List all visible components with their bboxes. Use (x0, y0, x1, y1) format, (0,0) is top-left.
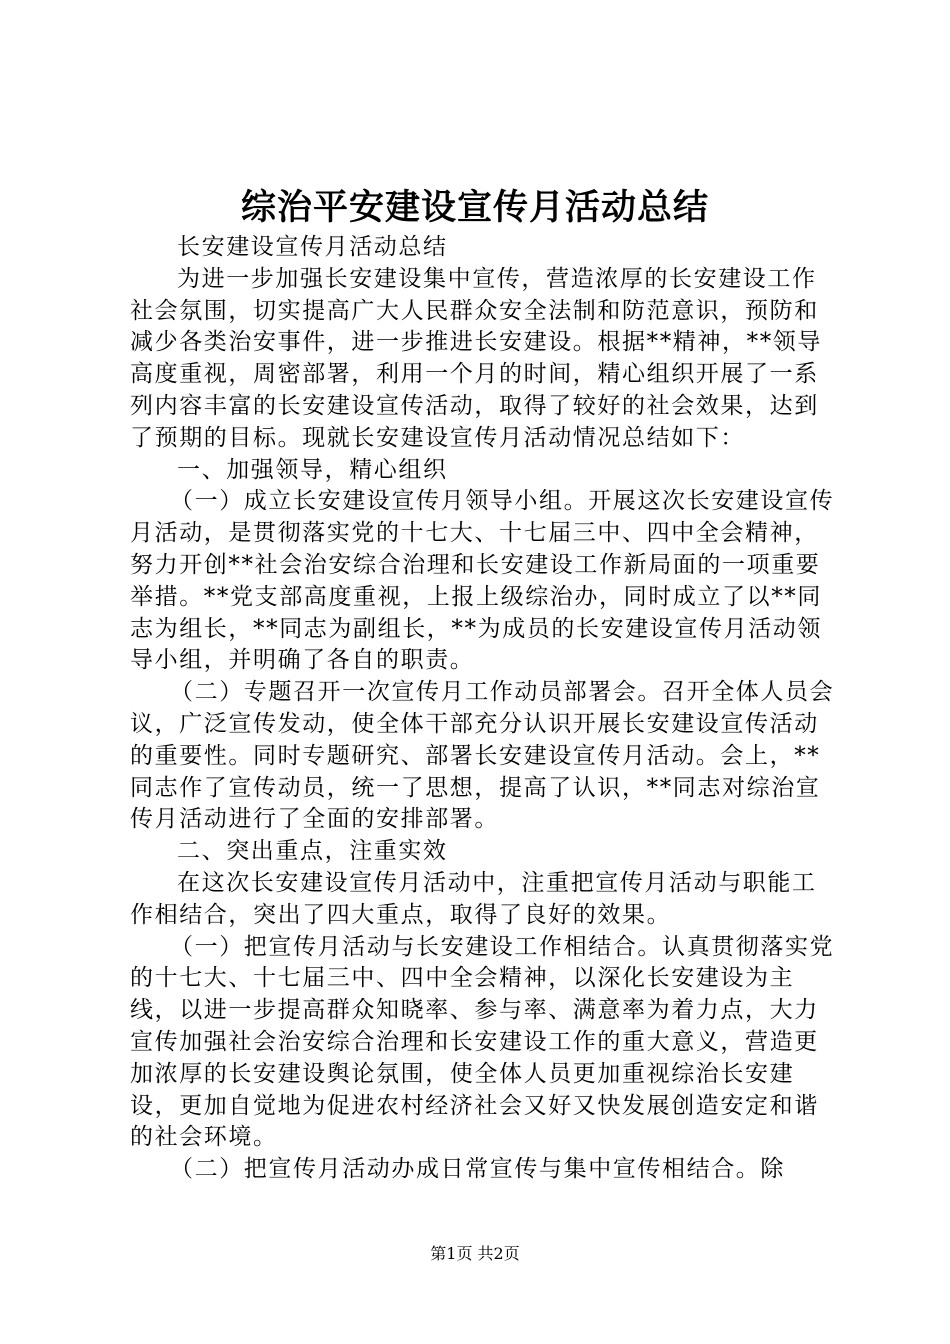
subtitle-paragraph: 长安建设宣传月活动总结 (177, 234, 448, 260)
subsection-paragraph-1-2: （二）专题召开一次宣传月工作动员部署会。召开全体人员会议，广泛宣传发动，使全体干部充分认识开展长安建设宣传活动的重要性。同时专题研究、部署长安建设宣传月活动。会上，**同志作了宣传动员，统一了思想，提高了认识，**同志对综治宣传月活动进行了全面的安排部署。 (130, 679, 835, 833)
section-intro-paragraph-2: 在这次长安建设宣传月活动中，注重把宣传月活动与职能工作相结合，突出了四大重点，取得了良好的效果。 (130, 869, 817, 928)
page-footer: 第1页 共2页 (430, 1244, 520, 1263)
section-heading-1: 一、加强领导，精心组织 (177, 456, 448, 483)
intro-paragraph: 为进一步加强长安建设集中宣传，营造浓厚的长安建设工作社会氛围，切实提高广大人民群众安全法制和防范意识，预防和减少各类治安事件，进一步推进长安建设。根据**精神，**领导高度重视，周密部署，利用一个月的时间，精心组织开展了一系列内容丰富的长安建设宣传活动，取得了较好的社会效果，达到了预期的目标。现就长安建设宣传月活动情况总结如下： (130, 265, 822, 451)
subsection-paragraph-2-1: （一）把宣传月活动与长安建设工作相结合。认真贯彻落实党的十七大、十七届三中、四中全会精神，以深化长安建设为主线，以进一步提高群众知晓率、参与率、满意率为着力点，大力宣传加强社会治安综合治理和长安建设工作的重大意义，营造更加浓厚的长安建设舆论氛围，使全体人员更加重视综治长安建设，更加自觉地为促进农村经济社会又好又快发展创造安定和谐的社会环境。 (130, 933, 835, 1151)
document-body (130, 232, 836, 1186)
section-heading-2: 二、突出重点，注重实效 (177, 838, 448, 865)
subsection-paragraph-1-1: （一）成立长安建设宣传月领导小组。开展这次长安建设宣传月活动，是贯彻落实党的十七大、十七届三中、四中全会精神，努力开创**社会治安综合治理和长安建设工作新局面的一项重要举措。**党支部高度重视，上报上级综治办，同时成立了以**同志为组长，**同志为副组长，**为成员的长安建设宣传月活动领导小组，并明确了各自的职责。 (130, 488, 835, 674)
subsection-paragraph-2-2: （二）把宣传月活动办成日常宣传与集中宣传相结合。除 (170, 1156, 785, 1183)
document-title: 综治平安建设宣传月活动总结 (240, 187, 709, 228)
